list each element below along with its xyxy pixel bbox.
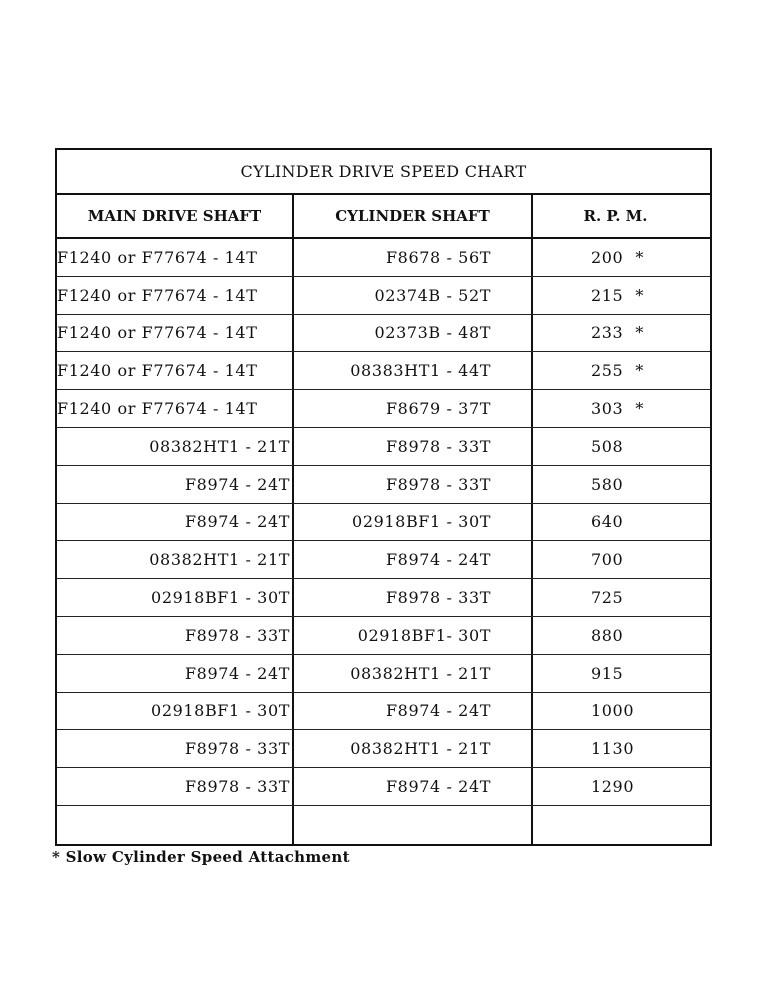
- rpm-cell: [533, 315, 710, 352]
- rpm-value: 915: [591, 663, 624, 683]
- cylinder-shaft-cell: F8978 - 33T: [294, 579, 533, 616]
- slow-speed-marker: *: [635, 361, 644, 381]
- table-row: [57, 239, 710, 277]
- cylinder-shaft-cell: F8678 - 56T: [294, 239, 533, 276]
- table-row: [57, 579, 710, 617]
- cylinder-shaft-cell: F8974 - 24T: [294, 693, 533, 730]
- table-row: [57, 768, 710, 806]
- main-drive-shaft-cell: F1240 or F77674 - 14T: [57, 277, 294, 314]
- main-drive-shaft-cell: F1240 or F77674 - 14T: [57, 239, 294, 276]
- cylinder-shaft-cell: F8974 - 24T: [294, 541, 533, 578]
- table-row: [57, 617, 710, 655]
- main-drive-shaft-cell: 02918BF1 - 30T: [57, 693, 294, 730]
- main-drive-shaft-cell: F1240 or F77674 - 14T: [57, 390, 294, 427]
- rpm-cell: [533, 541, 710, 578]
- rpm-value: 640: [591, 512, 624, 532]
- rpm-value: 508: [591, 436, 624, 456]
- slow-speed-marker: *: [635, 247, 644, 267]
- cylinder-drive-speed-chart: [55, 148, 712, 846]
- header-cylinder-shaft: CYLINDER SHAFT: [294, 195, 533, 237]
- rpm-value: 1130: [591, 739, 635, 759]
- rpm-cell: [533, 579, 710, 616]
- cylinder-shaft-cell: 02373B - 48T: [294, 315, 533, 352]
- rpm-value: 580: [591, 474, 624, 494]
- table-row: [57, 428, 710, 466]
- main-drive-shaft-cell: F8974 - 24T: [57, 504, 294, 541]
- table-row: [57, 693, 710, 731]
- rpm-cell: [533, 239, 710, 276]
- rpm-cell: [533, 504, 710, 541]
- footnote: * Slow Cylinder Speed Attachment: [52, 848, 350, 866]
- rpm-cell: [533, 428, 710, 465]
- table-row: [57, 504, 710, 542]
- main-drive-shaft-cell: F8978 - 33T: [57, 730, 294, 767]
- rpm-cell: [533, 617, 710, 654]
- table-row: [57, 390, 710, 428]
- blank-cell: [533, 806, 710, 844]
- rpm-cell: [533, 277, 710, 314]
- table-row: [57, 277, 710, 315]
- main-drive-shaft-cell: F8978 - 33T: [57, 617, 294, 654]
- rpm-value: 200: [591, 247, 624, 267]
- blank-cell: [57, 806, 294, 844]
- cylinder-shaft-cell: F8978 - 33T: [294, 428, 533, 465]
- header-main-drive-shaft: MAIN DRIVE SHAFT: [57, 195, 294, 237]
- slow-speed-marker: *: [635, 323, 644, 343]
- blank-cell: [294, 806, 533, 844]
- header-row: [57, 195, 710, 239]
- cylinder-shaft-cell: 02918BF1 - 30T: [294, 504, 533, 541]
- slow-speed-marker: *: [635, 285, 644, 305]
- table-row: [57, 730, 710, 768]
- cylinder-shaft-cell: F8679 - 37T: [294, 390, 533, 427]
- main-drive-shaft-cell: 08382HT1 - 21T: [57, 428, 294, 465]
- rpm-value: 1290: [591, 777, 635, 797]
- rpm-value: 215: [591, 285, 624, 305]
- blank-row: [57, 806, 710, 844]
- rpm-value: 303: [591, 399, 624, 419]
- rpm-cell: [533, 768, 710, 805]
- cylinder-shaft-cell: F8978 - 33T: [294, 466, 533, 503]
- table-row: [57, 466, 710, 504]
- cylinder-shaft-cell: 02918BF1- 30T: [294, 617, 533, 654]
- main-drive-shaft-cell: 08382HT1 - 21T: [57, 541, 294, 578]
- main-drive-shaft-cell: 02918BF1 - 30T: [57, 579, 294, 616]
- table-row: [57, 352, 710, 390]
- rpm-value: 880: [591, 625, 624, 645]
- chart-title: CYLINDER DRIVE SPEED CHART: [57, 150, 710, 195]
- table-row: [57, 315, 710, 353]
- main-drive-shaft-cell: F8974 - 24T: [57, 655, 294, 692]
- rpm-value: 725: [591, 588, 624, 608]
- table-row: [57, 655, 710, 693]
- cylinder-shaft-cell: 08382HT1 - 21T: [294, 730, 533, 767]
- cylinder-shaft-cell: F8974 - 24T: [294, 768, 533, 805]
- main-drive-shaft-cell: F1240 or F77674 - 14T: [57, 315, 294, 352]
- slow-speed-marker: *: [635, 399, 644, 419]
- cylinder-shaft-cell: 02374B - 52T: [294, 277, 533, 314]
- rpm-cell: [533, 466, 710, 503]
- rpm-cell: [533, 390, 710, 427]
- table-row: [57, 541, 710, 579]
- rpm-cell: [533, 655, 710, 692]
- rpm-cell: [533, 693, 710, 730]
- main-drive-shaft-cell: F8978 - 33T: [57, 768, 294, 805]
- rpm-cell: [533, 352, 710, 389]
- cylinder-shaft-cell: 08383HT1 - 44T: [294, 352, 533, 389]
- main-drive-shaft-cell: F1240 or F77674 - 14T: [57, 352, 294, 389]
- rpm-value: 700: [591, 550, 624, 570]
- rpm-value: 233: [591, 323, 624, 343]
- main-drive-shaft-cell: F8974 - 24T: [57, 466, 294, 503]
- cylinder-shaft-cell: 08382HT1 - 21T: [294, 655, 533, 692]
- rpm-value: 1000: [591, 701, 635, 721]
- header-rpm: R. P. M.: [583, 207, 648, 225]
- rpm-cell: [533, 730, 710, 767]
- rpm-value: 255: [591, 361, 624, 381]
